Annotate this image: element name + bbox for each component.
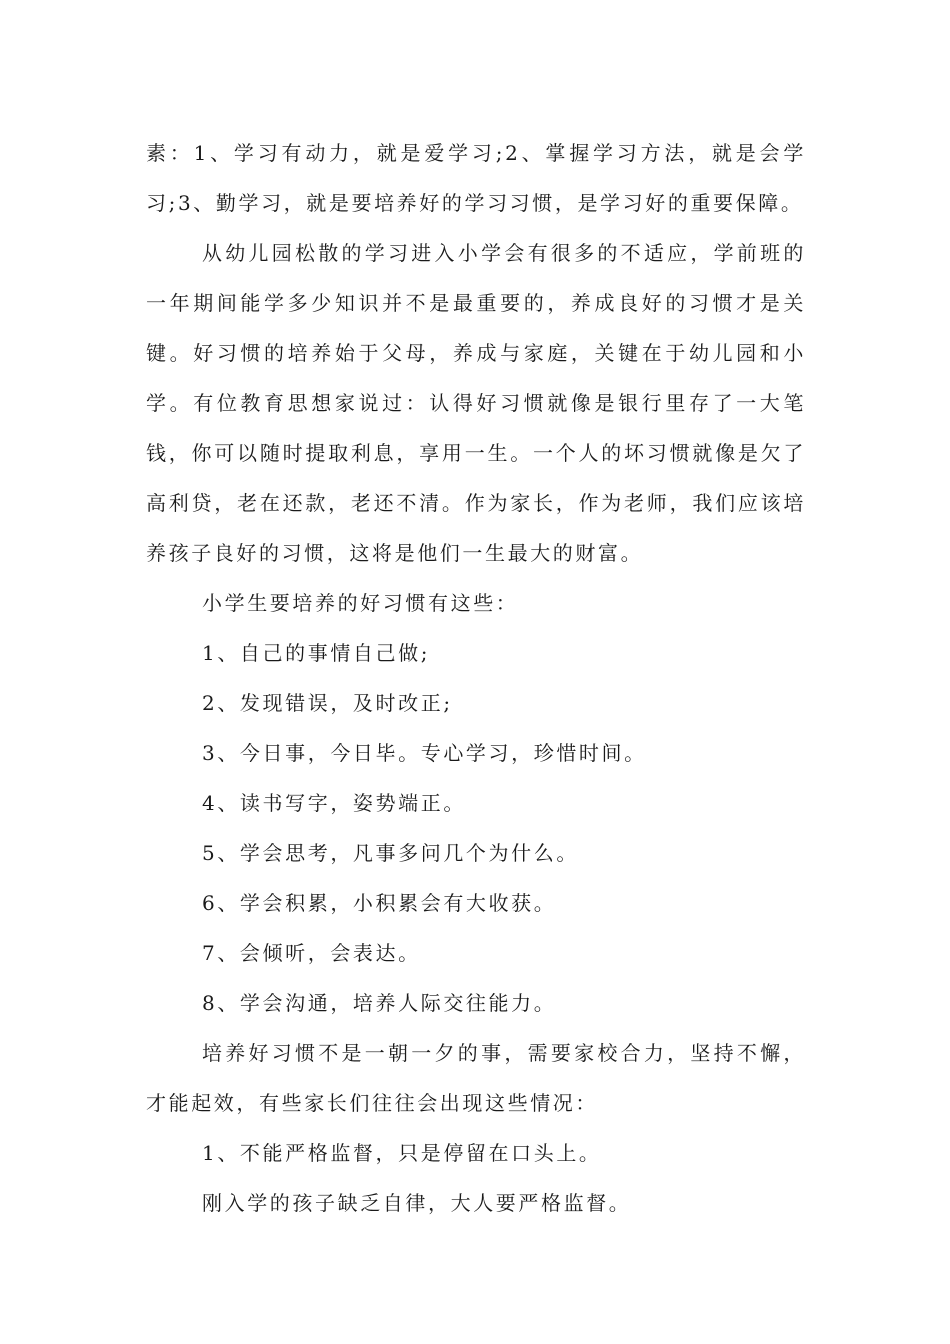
- problem-item: 1、不能严格监督，只是停留在口头上。: [202, 1141, 602, 1165]
- list-item: 5、学会思考，凡事多问几个为什么。: [202, 841, 579, 865]
- paragraph-habits-importance: 从幼儿园松散的学习进入小学会有很多的不适应，学前班的一年期间能学多少知识并不是最重要的，养成良好的习惯才是关键。好习惯的培养始于父母，养成与家庭，关键在于幼儿园和小学。有位教育思想家说过：认得好习惯就像是银行里存了一大笔钱，你可以随时提取利息，享用一生。一个人的坏习惯就像是欠了高利贷，老在还款，老还不清。作为家长，作为老师，我们应该培养孩子良好的习惯，这将是他们一生最大的财富。: [146, 241, 806, 565]
- paragraph-closing: 培养好习惯不是一朝一夕的事，需要家校合力，坚持不懈，才能起效，有些家长们往往会出现这些情况：: [146, 1041, 806, 1115]
- habits-list: [146, 628, 806, 1028]
- list-item: 8、学会沟通，培养人际交往能力。: [202, 991, 557, 1015]
- document-body: [146, 128, 806, 1228]
- list-item: 1、自己的事情自己做;: [202, 641, 431, 665]
- list-item: 3、今日事，今日毕。专心学习，珍惜时间。: [202, 741, 647, 765]
- list-item: 7、会倾听，会表达。: [202, 941, 421, 965]
- problem-detail: 刚入学的孩子缺乏自律，大人要严格监督。: [202, 1191, 632, 1215]
- list-item: 6、学会积累，小积累会有大收获。: [202, 891, 557, 915]
- list-item: 4、读书写字，姿势端正。: [202, 791, 466, 815]
- paragraph-intro-continued: 素：1、学习有动力，就是爱学习;2、掌握学习方法，就是会学习;3、勤学习，就是要培养好的学习习惯，是学习好的重要保障。: [146, 141, 806, 215]
- list-item: 2、发现错误，及时改正;: [202, 691, 453, 715]
- paragraph-habits-list-heading: 小学生要培养的好习惯有这些：: [202, 591, 519, 615]
